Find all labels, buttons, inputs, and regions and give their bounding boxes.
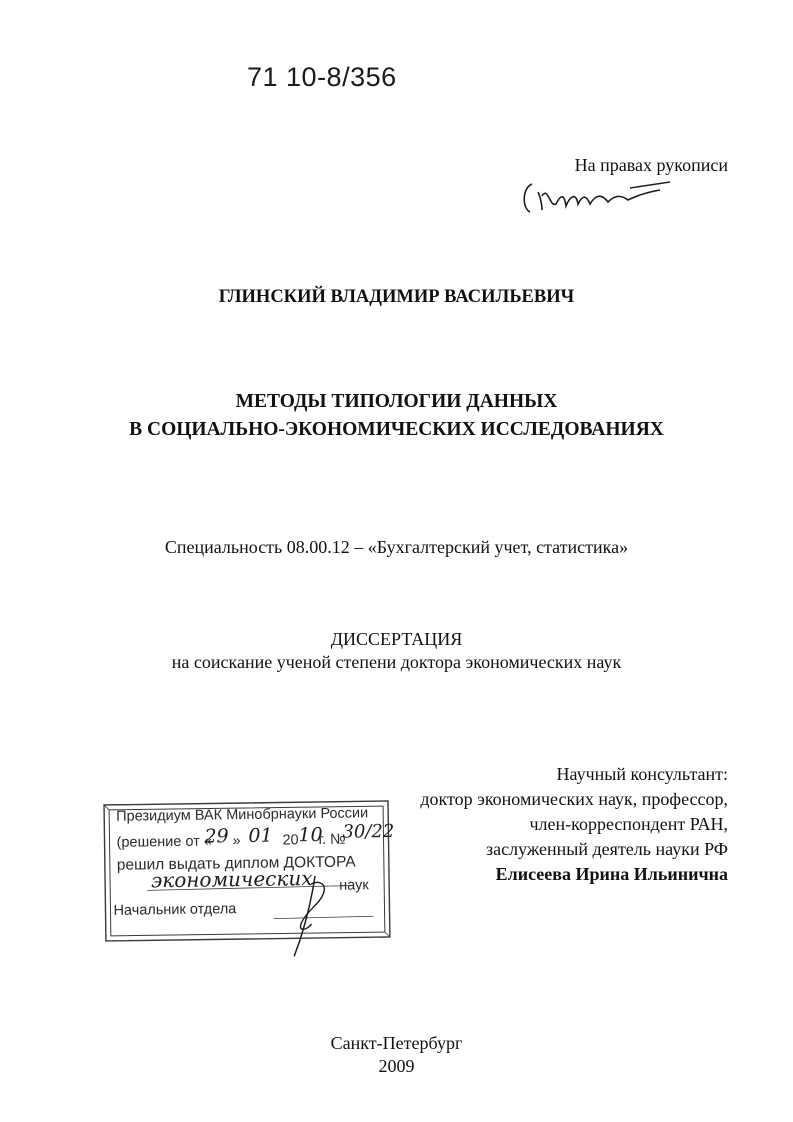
city: Санкт-Петербург [330,1033,463,1053]
stamp-year-suffix: 10 [298,823,323,847]
year: 2009 [378,1056,415,1076]
stamp-signature [271,870,352,961]
stamp-month: 01 [248,824,273,847]
stamp-line-presidium: Президиум ВАК Минобрнауки России [116,805,369,825]
thesis-title-line-2: В СОЦИАЛЬНО-ЭКОНОМИЧЕСКИХ ИССЛЕДОВАНИЯХ [129,419,664,440]
advisor-name: Елисеева Ирина Ильинична [495,864,728,884]
advisor-degree: доктор экономических наук, профессор, [420,789,728,809]
stamp-field-handwritten: экономических [150,866,313,893]
specialty: Специальность 08.00.12 – «Бухгалтерский учет, статистика» [164,537,629,557]
stamp-field-suffix: наук [339,877,369,894]
stamp-month-separator: » [232,833,241,850]
author-signature [520,178,670,220]
stamp-line-diploma: решил выдать диплом ДОКТОРА [116,853,356,874]
stamp-decision-prefix: (решение от « [116,833,213,851]
document-type-purpose: на соискание ученой степени доктора экономических наук [171,652,622,672]
document-type [0,628,793,674]
author-name: ГЛИНСКИЙ ВЛАДИМИР ВАСИЛЬЕВИЧ [218,287,575,307]
vak-stamp [102,799,395,943]
stamp-year-prefix: 20 [282,832,299,849]
scientific-advisor [420,762,728,887]
stamp-number: 30/22 [342,820,395,843]
city-year [0,1032,793,1078]
document-type-heading: ДИССЕРТАЦИЯ [330,629,463,649]
thesis-title-line-1: МЕТОДЫ ТИПОЛОГИИ ДАННЫХ [235,391,558,412]
thesis-title [0,388,793,444]
advisor-membership: член-корреспондент РАН, [529,814,728,834]
stamp-day: 29 [204,825,229,848]
stamp-line-department-head: Начальник отдела [113,901,237,919]
stamp-number-label: г. № [318,831,346,848]
advisor-label: Научный консультант: [556,764,728,784]
manuscript-note: На правах рукописи [574,155,728,175]
catalog-number: 71 10-8/356 [247,62,397,92]
advisor-honor: заслуженный деятель науки РФ [486,839,728,859]
